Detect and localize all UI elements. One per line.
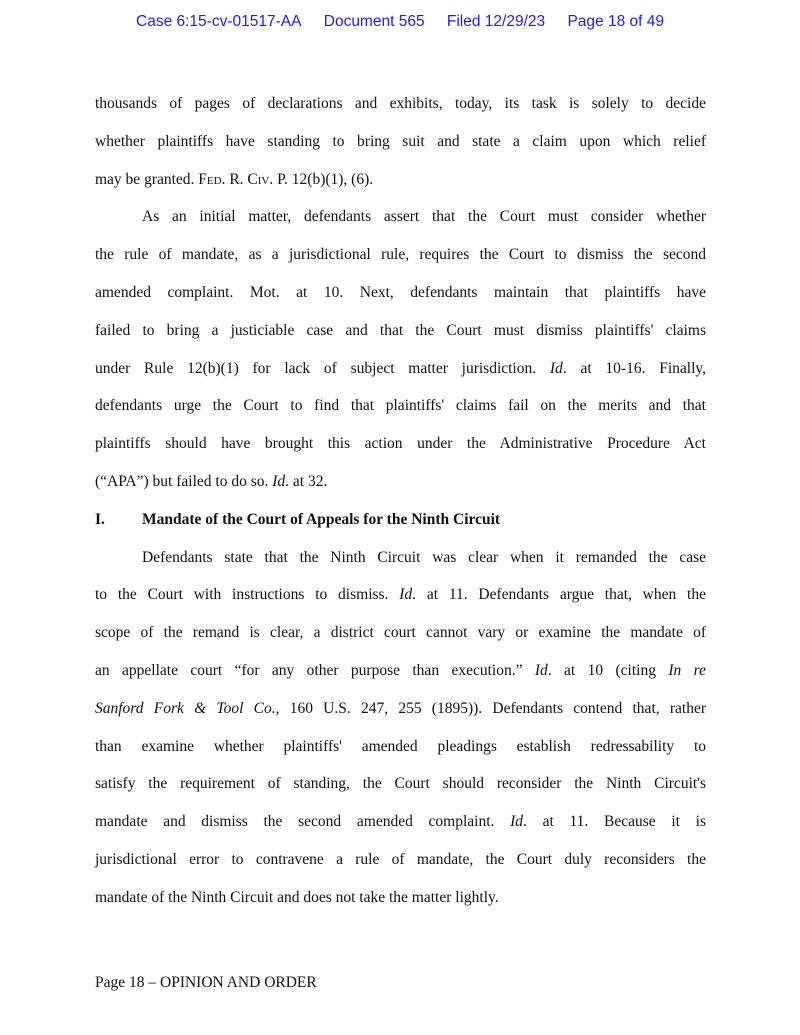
section-title: Mandate of the Court of Appeals for the Ninth Circuit xyxy=(142,510,501,528)
text-span: mandate and dismiss the second amended complaint. xyxy=(95,813,511,831)
text-line xyxy=(95,879,706,917)
text-line xyxy=(95,841,706,879)
text-span: the rule of mandate, as a jurisdictional rule, requires the Court to dismiss the second xyxy=(95,246,706,264)
text-line xyxy=(95,765,706,803)
italic-text: Id xyxy=(549,359,563,377)
text-span: . at 10-16. Finally, xyxy=(562,359,706,377)
text-span: to the Court with instructions to dismiss. xyxy=(95,586,400,604)
text-span: . at 10 (citing xyxy=(547,661,669,679)
text-span: under Rule 12(b)(1) for lack of subject matter jurisdiction. xyxy=(95,359,550,377)
italic-text: Id xyxy=(534,661,548,679)
text-line xyxy=(95,123,706,161)
text-span: , 160 U.S. 247, 255 (1895)). Defendants contend that, rather xyxy=(275,699,706,717)
text-line xyxy=(95,387,706,425)
text-line xyxy=(95,274,706,312)
text-span: jurisdictional error to contravene a rule of mandate, the Court duly reconsiders the xyxy=(95,850,706,868)
section-heading xyxy=(95,501,706,539)
text-line xyxy=(95,350,706,388)
italic-text: In re xyxy=(668,661,706,679)
text-span: whether plaintiffs have standing to bring suit and state a claim upon which relief xyxy=(95,132,706,150)
text-line xyxy=(95,198,706,236)
text-span: Defendants state that the Ninth Circuit was clear when it remanded the case xyxy=(142,548,706,566)
text-span: amended complaint. Mot. at 10. Next, defendants maintain that plaintiffs have xyxy=(95,283,706,301)
paragraph xyxy=(95,85,706,198)
small-caps-text: Fed. R. Civ. P. xyxy=(198,170,288,188)
page-footer: Page 18 – OPINION AND ORDER xyxy=(95,974,317,991)
text-span: thousands of pages of declarations and exhibits, today, its task is solely to decide xyxy=(95,95,706,112)
text-line xyxy=(95,576,706,614)
text-line xyxy=(95,728,706,766)
text-span: plaintiffs should have brought this action under the Administrative Procedure Act xyxy=(95,435,706,453)
italic-text: Sanford Fork & Tool Co. xyxy=(95,699,276,717)
paragraph xyxy=(95,198,706,500)
text-span: As an initial matter, defendants assert that the Court must consider whether xyxy=(142,208,706,226)
text-span: failed to bring a justiciable case and that the Court must dismiss plaintiffs' claims xyxy=(95,321,706,339)
italic-text: Id xyxy=(399,586,413,604)
text-line xyxy=(95,539,706,577)
text-span: . at 11. Defendants argue that, when the xyxy=(412,586,706,604)
text-line xyxy=(95,312,706,350)
text-span: 12(b)(1), (6). xyxy=(287,170,374,188)
filed-date: Filed 12/29/23 xyxy=(446,13,546,30)
text-line xyxy=(95,690,706,728)
ecf-header xyxy=(0,13,800,31)
text-span: mandate of the Ninth Circuit and does not take the matter lightly. xyxy=(95,888,499,906)
text-span: may be granted. xyxy=(95,170,199,188)
section-number: I. xyxy=(95,510,105,528)
text-span: defendants urge the Court to find that plaintiffs' claims fail on the merits and that xyxy=(95,397,706,415)
text-line xyxy=(95,652,706,690)
text-line xyxy=(95,463,706,501)
text-line xyxy=(95,85,706,123)
text-line xyxy=(95,803,706,841)
text-span: . at 32. xyxy=(285,472,328,490)
italic-text: Id xyxy=(272,472,286,490)
text-line xyxy=(95,614,706,652)
text-line xyxy=(95,236,706,274)
text-span: satisfy the requirement of standing, the Court should reconsider the Ninth Circuit's xyxy=(95,775,706,793)
italic-text: Id xyxy=(510,813,524,831)
text-span: an appellate court “for any other purpose than execution.” xyxy=(95,661,535,679)
case-number: Case 6:15-cv-01517-AA xyxy=(136,13,302,30)
text-span: (“APA”) but failed to do so. xyxy=(95,472,273,490)
page-count: Page 18 of 49 xyxy=(567,13,664,30)
text-span: than examine whether plaintiffs' amended pleadings establish redressability to xyxy=(95,737,706,755)
text-span: scope of the remand is clear, a district court cannot vary or examine the mandate of xyxy=(95,624,706,642)
document-body xyxy=(95,85,706,917)
document-number: Document 565 xyxy=(323,13,425,30)
paragraph xyxy=(95,539,706,917)
text-line xyxy=(95,425,706,463)
text-span: . at 11. Because it is xyxy=(523,813,706,831)
text-line xyxy=(95,161,706,199)
